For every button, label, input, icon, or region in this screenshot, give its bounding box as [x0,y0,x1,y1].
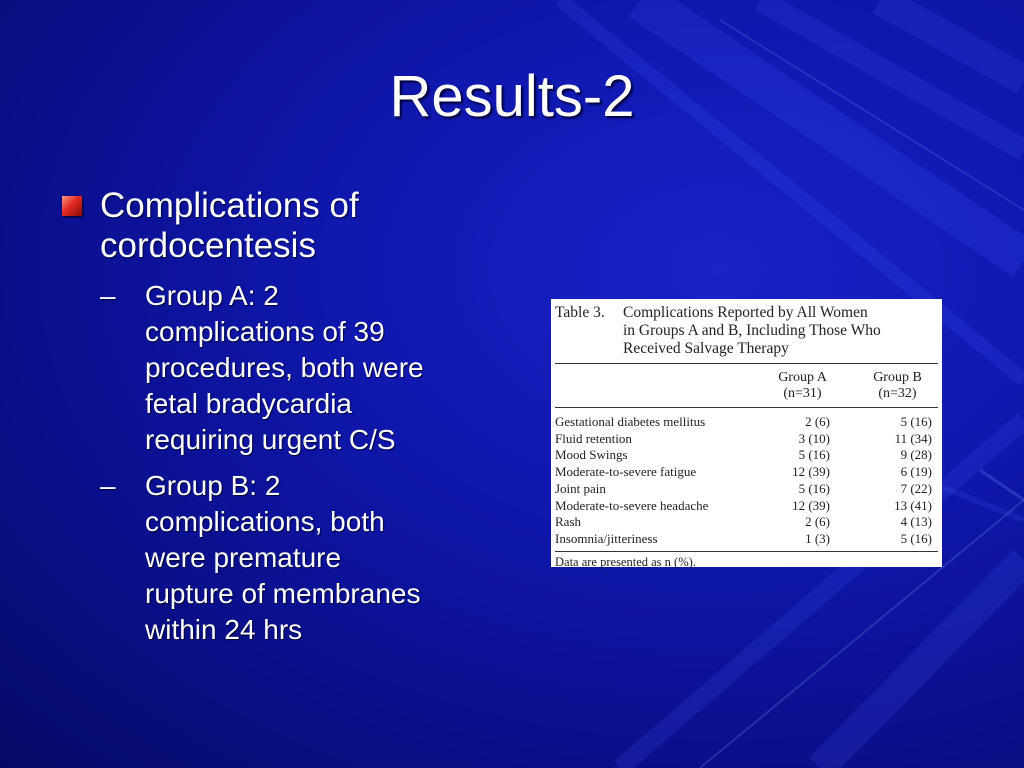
table-cell-label: Fluid retention [555,430,632,446]
sub-bullet-line: within 24 hrs [145,614,303,645]
table-cell-label: Rash [555,514,581,530]
bullet-item-complications [62,186,502,266]
table-caption-line: Complications Reported by All Women [623,304,868,321]
table-cell-group-b: 5 (16) [900,414,932,429]
table-cell-label: Moderate-to-severe headache [555,497,709,513]
bullet-list [62,186,502,658]
table-cell-group-b: 6 (19) [900,464,932,480]
sub-bullet-line: Group A: 2 [145,280,279,311]
column-header-group-b [850,370,945,402]
table-rule [555,363,938,364]
table-row [555,481,938,498]
sub-bullet-line: fetal bradycardia [145,388,353,419]
table-cell-group-b: 13 (41) [894,497,932,513]
table-rule [555,551,938,552]
sub-bullet-line: Group B: 2 [145,470,281,501]
table-cell-label: Joint pain [555,480,606,496]
sub-bullet-list [62,278,502,648]
table-row [555,514,938,531]
table-footnote: Data are presented as n (%). [555,554,696,569]
table-caption [555,304,938,358]
sub-bullet-line: rupture of membranes [145,578,421,609]
table-cell-group-a: 12 (39) [792,497,830,513]
table-cell-label: Gestational diabetes mellitus [555,414,706,429]
sub-bullet-group-a [100,278,502,458]
column-header-n: (n=31) [783,386,822,401]
table-caption-line: in Groups A and B, Including Those Who [623,322,881,339]
column-header-group-a [755,370,850,402]
table-rule [555,407,938,408]
table-header-spacer [555,370,755,402]
table-cell-group-b: 4 (13) [900,514,932,530]
sub-bullet-line: complications, both [145,506,385,537]
table-caption-text [623,304,938,358]
table-cell-label: Insomnia/jitteriness [555,530,658,546]
square-bullet-icon [62,196,82,216]
dash-bullet-icon: – [100,280,116,311]
slide-title: Results-2 [389,64,635,129]
table-cell-group-a: 3 (10) [798,430,830,446]
sub-bullet-line: complications of 39 [145,316,385,347]
table-cell-group-b: 5 (16) [900,530,932,546]
table-cell-group-a: 5 (16) [798,480,830,496]
complications-table [551,299,942,567]
dash-bullet-icon: – [100,470,116,501]
table-cell-group-a: 5 (16) [798,447,830,463]
table-row [555,531,938,548]
table-cell-group-a: 2 (6) [805,514,830,530]
table-caption-line: Received Salvage Therapy [623,340,789,357]
column-header-name: Group A [778,370,827,385]
table-caption-label: Table 3. [555,304,605,321]
table-row [555,464,938,481]
column-header-name: Group B [873,370,922,385]
table-row [555,498,938,515]
table-cell-label: Moderate-to-severe fatigue [555,464,697,480]
table-cell-group-b: 9 (28) [900,447,932,463]
table-body [555,414,938,548]
sub-bullet-line: were premature [145,542,342,573]
table-header-row [555,370,938,402]
table-row [555,447,938,464]
sub-bullet-line: requiring urgent C/S [145,424,396,455]
sub-bullet-group-b [100,468,502,648]
table-row [555,414,938,431]
table-cell-group-b: 7 (22) [900,480,932,496]
table-cell-label: Mood Swings [555,447,628,463]
bullet-text-line: Complications of [100,186,359,225]
column-header-n: (n=32) [878,386,917,401]
sub-bullet-line: procedures, both were [145,352,424,383]
table-cell-group-a: 1 (3) [805,530,830,546]
table-cell-group-b: 11 (34) [894,430,932,446]
table-cell-group-a: 2 (6) [805,414,830,429]
table-row [555,431,938,448]
table-cell-group-a: 12 (39) [792,464,830,480]
bullet-text-line: cordocentesis [100,226,316,265]
